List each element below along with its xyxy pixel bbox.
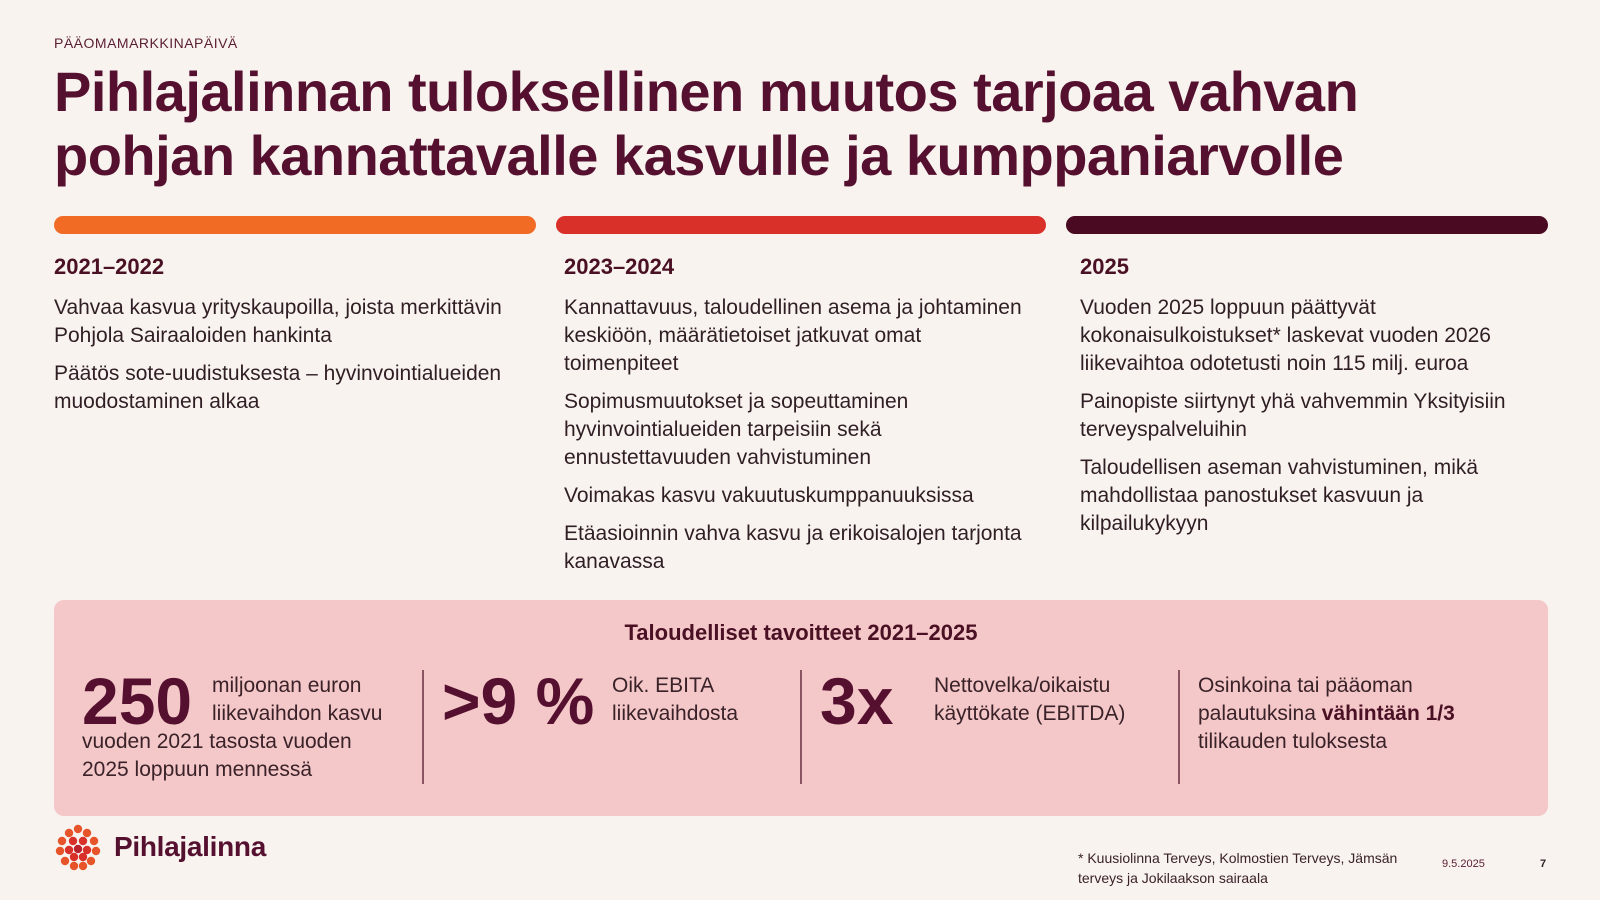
dividend-desc-bold: vähintään 1/3: [1321, 702, 1455, 725]
revenue-target-value: 250: [82, 664, 193, 738]
timeline-item: Päätös sote-uudistuksesta – hyvinvointialueiden muodostaminen alkaa: [54, 362, 502, 413]
timeline-item: Etäasioinnin vahva kasvu ja erikoisalojen tarjonta kanavassa: [564, 522, 1022, 573]
timeline-item: Taloudellisen aseman vahvistuminen, mikä mahdollistaa panostukset kasvuun ja kilpailukykyyn: [1080, 456, 1479, 535]
berry-cluster-icon: [54, 823, 102, 871]
ebita-target-desc: Oik. EBITA liikevaihdosta: [612, 674, 739, 725]
pihlajalinna-logo: [54, 822, 266, 872]
timeline-bar-2023-2024: [556, 216, 1046, 234]
targets-divider: [1178, 670, 1180, 784]
revenue-target-desc-below: vuoden 2021 tasosta vuoden 2025 loppuun mennessä: [82, 730, 352, 781]
timeline-column-2025: [1080, 254, 1550, 548]
timeline-column-2021-2022: [54, 254, 524, 426]
slide-date: 9.5.2025: [1442, 858, 1485, 870]
dividend-desc-after: tilikauden tuloksesta: [1198, 730, 1388, 753]
timeline-column-2023-2024: [564, 254, 1034, 586]
page-number: 7: [1540, 858, 1547, 870]
period-label: 2023–2024: [564, 254, 675, 279]
timeline-item: Painopiste siirtynyt yhä vahvemmin Yksityisiin terveyspalveluihin: [1080, 390, 1506, 441]
timeline-item: Voimakas kasvu vakuutuskumppanuuksissa: [564, 484, 974, 507]
financial-targets-panel: [54, 600, 1548, 816]
timeline-item: Sopimusmuutokset ja sopeuttaminen hyvinvointialueiden tarpeisiin sekä ennustettavuuden vahvistuminen: [564, 390, 909, 469]
period-label: 2025: [1080, 254, 1129, 279]
targets-divider: [422, 670, 424, 784]
revenue-target-desc-side: miljoonan euron liikevaihdon kasvu: [212, 674, 383, 725]
logo-wordmark: Pihlajalinna: [114, 831, 266, 862]
leverage-target-value: 3x: [820, 664, 894, 738]
slide-title: Pihlajalinnan tuloksellinen muutos tarjoaa vahvan pohjan kannattavalle kasvulle ja kumppaniarvolle: [54, 60, 1359, 187]
targets-title: Taloudelliset tavoitteet 2021–2025: [624, 620, 978, 645]
timeline-item: Vuoden 2025 loppuun päättyvät kokonaisulkoistukset* laskevat vuoden 2026 liikevaihtoa odotetusti noin 115 milj. euroa: [1080, 296, 1491, 375]
dividend-target-desc: [1198, 672, 1518, 756]
timeline-bar-2025: [1066, 216, 1548, 234]
timeline-item: Kannattavuus, taloudellinen asema ja johtaminen keskiöön, määrätietoiset jatkuvat omat toimenpiteet: [564, 296, 1022, 375]
footnote: * Kuusiolinna Terveys, Kolmostien Terveys, Jämsän terveys ja Jokilaakson sairaala: [1078, 850, 1398, 886]
timeline-item: Vahvaa kasvua yrityskaupoilla, joista merkittävin Pohjola Sairaaloiden hankinta: [54, 296, 502, 347]
leverage-target-desc: Nettovelka/oikaistu käyttökate (EBITDA): [934, 674, 1126, 725]
dividend-desc-before: Osinkoina tai pääoman palautuksina: [1198, 674, 1413, 725]
timeline-bar-2021-2022: [54, 216, 536, 234]
period-label: 2021–2022: [54, 254, 165, 279]
eyebrow-label: PÄÄOMAMARKKINAPÄIVÄ: [54, 35, 238, 51]
targets-divider: [800, 670, 802, 784]
ebita-target-value: >9 %: [442, 664, 595, 738]
